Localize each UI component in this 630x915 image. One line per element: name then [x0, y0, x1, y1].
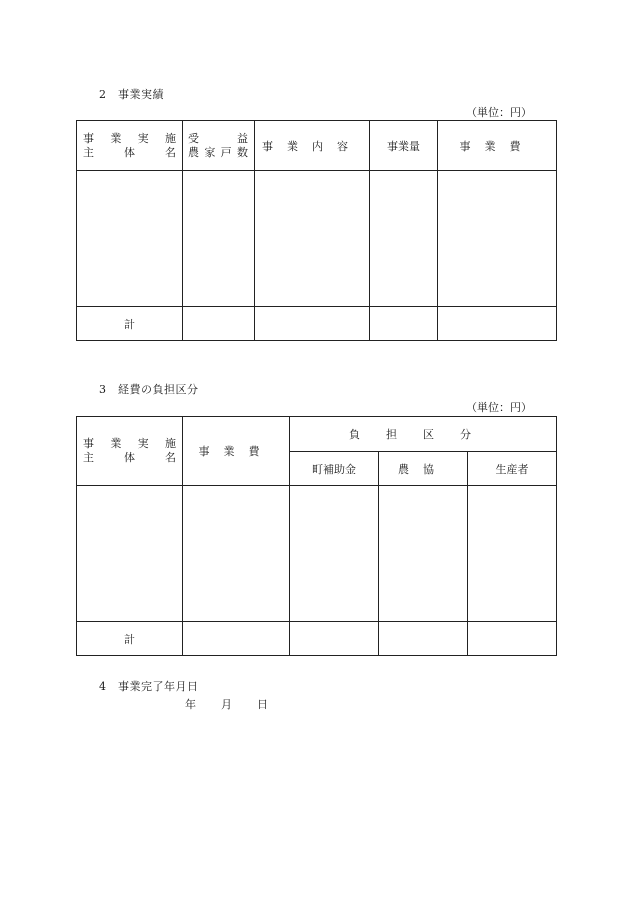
total-label: 計 [77, 307, 183, 341]
body-cell [183, 486, 290, 622]
header-beneficiary-households [183, 121, 255, 171]
header-char: 農 [188, 145, 199, 159]
body-cell [370, 171, 438, 307]
body-cell [255, 171, 370, 307]
total-cell [290, 622, 379, 656]
completion-month-label: 月 [221, 698, 232, 711]
burden-total-row [77, 622, 557, 656]
completion-day-label: 日 [257, 698, 268, 711]
completion-year-label: 年 [185, 698, 196, 711]
header-char: 事 [83, 437, 94, 450]
body-cell [290, 486, 379, 622]
header-implementer [77, 121, 183, 171]
header-char: 業 [110, 131, 122, 145]
section2-unit: （単位：円） [466, 106, 532, 119]
header-implementer [77, 417, 183, 486]
section4-heading: 4 事業完了年月日 [99, 680, 199, 693]
section3-heading: 3 経費の負担区分 [99, 383, 199, 396]
header-content: 事業内容 [255, 121, 370, 171]
header-char: 業 [110, 437, 122, 450]
header-char: 主 [83, 451, 94, 464]
header-char: 益 [237, 131, 248, 145]
burden-header-row1 [77, 417, 557, 452]
results-body-row [77, 171, 557, 307]
body-cell [183, 171, 255, 307]
total-cell [468, 622, 557, 656]
total-label: 計 [77, 622, 183, 656]
body-cell [77, 486, 183, 622]
body-cell [468, 486, 557, 622]
header-cost: 事業費 [438, 121, 557, 171]
header-char: 施 [164, 131, 176, 145]
header-quantity: 事業量 [370, 121, 438, 171]
header-char: 主 [83, 145, 94, 159]
results-table [76, 120, 557, 341]
section2-heading: 2 事業実績 [99, 88, 164, 101]
header-producer: 生産者 [468, 452, 557, 486]
header-char: 実 [137, 437, 149, 450]
header-burden-division: 負担区分 [290, 417, 557, 452]
burden-table [76, 416, 557, 656]
total-cell [183, 622, 290, 656]
header-char: 事 [83, 131, 94, 145]
results-total-row [77, 307, 557, 341]
total-cell [379, 622, 468, 656]
body-cell [77, 171, 183, 307]
section3-unit: （単位：円） [466, 401, 532, 414]
header-char: 名 [165, 145, 176, 159]
header-char: 数 [236, 145, 248, 159]
burden-body-row [77, 486, 557, 622]
body-cell [379, 486, 468, 622]
header-town-subsidy: 町補助金 [290, 452, 379, 486]
header-char: 受 [188, 131, 199, 145]
total-cell [255, 307, 370, 341]
header-char: 戸 [220, 145, 232, 159]
header-char: 施 [164, 437, 176, 450]
header-char: 実 [137, 131, 149, 145]
body-cell [438, 171, 557, 307]
header-char: 体 [124, 145, 135, 159]
header-coop: 農協 [379, 452, 468, 486]
header-char: 名 [165, 451, 176, 464]
total-cell [183, 307, 255, 341]
header-cost: 事業費 [183, 417, 290, 486]
header-char: 体 [124, 451, 135, 464]
results-header-row [77, 121, 557, 171]
total-cell [438, 307, 557, 341]
total-cell [370, 307, 438, 341]
header-char: 家 [204, 145, 216, 159]
